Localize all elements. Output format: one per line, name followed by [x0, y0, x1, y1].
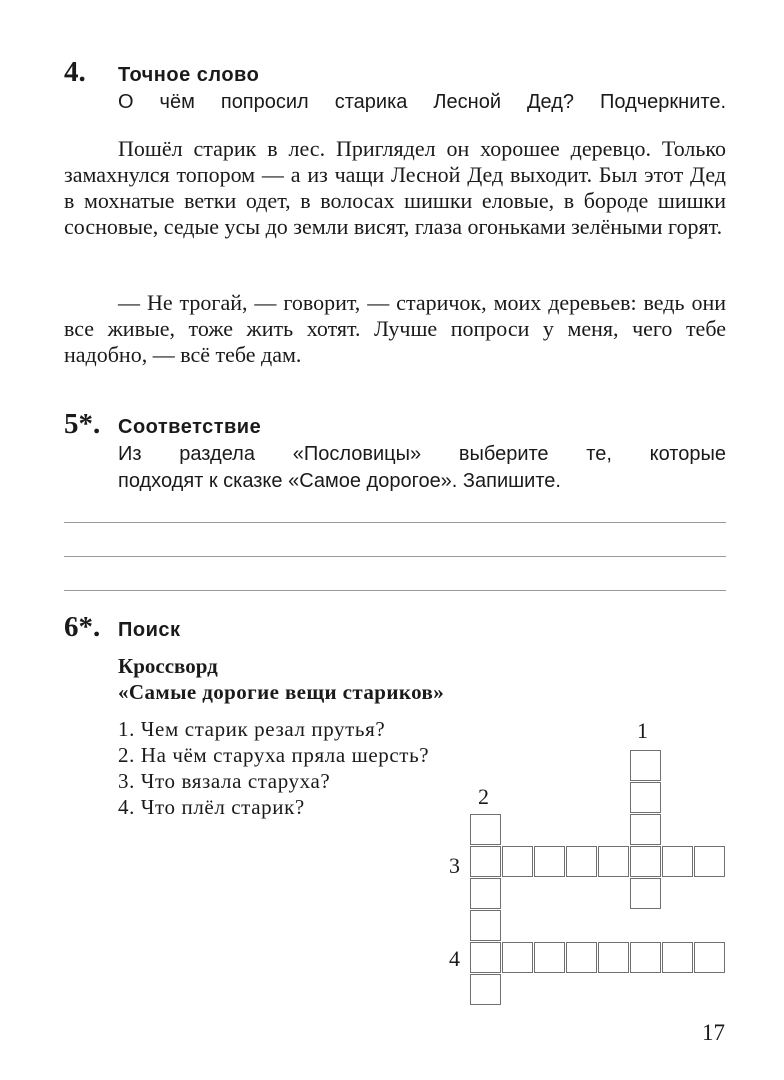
story-paragraph-1: Пошёл старик в лес. Приглядел он хорошее деревцо. Только замахнулся топором — а из чащи Лесной Дед выходит. Был этот Дед в мохнатые ветки одет, в волосах шишки еловые, в бороде шишки сосновые, седые усы до земли висят, глаза огоньками зелёными горят.	[64, 136, 726, 239]
crossword-word-3-cell[interactable]	[694, 846, 725, 877]
crossword-word-4-cell[interactable]	[598, 942, 629, 973]
crossword-word-4-cell[interactable]	[566, 942, 597, 973]
crossword-word-1-cell[interactable]	[630, 814, 661, 845]
crossword-question-1: 1. Чем старик резал прутья?	[118, 717, 386, 741]
crossword-question-4: 4. Что плёл старик?	[118, 795, 305, 819]
crossword-clue-number-3: 3	[449, 853, 460, 878]
crossword-subtitle: «Самые дорогие вещи стариков»	[118, 680, 445, 704]
task-5-title: Соответствие	[118, 416, 262, 438]
task-4-number: 4.	[64, 56, 86, 88]
crossword-word-4-cell[interactable]	[630, 942, 661, 973]
crossword-word-2-cell[interactable]	[470, 846, 501, 877]
crossword-question-3: 3. Что вязала старуха?	[118, 769, 331, 793]
crossword-heading: Кроссворд	[118, 654, 218, 678]
crossword-word-2-cell[interactable]	[470, 974, 501, 1005]
answer-line-1[interactable]	[64, 522, 726, 523]
task-5-instruction-line-2: подходят к сказке «Самое дорогое». Запишите.	[118, 470, 561, 492]
task-4-instruction: О чём попросил старика Лесной Дед? Подчеркните.	[118, 91, 726, 113]
crossword-clue-number-4: 4	[449, 946, 460, 971]
crossword-word-3-cell[interactable]	[502, 846, 533, 877]
page-number: 17	[702, 1020, 725, 1045]
task-6-number: 6*.	[64, 611, 101, 643]
crossword-word-1-cell[interactable]	[630, 750, 661, 781]
crossword-word-3-cell[interactable]	[566, 846, 597, 877]
answer-line-2[interactable]	[64, 556, 726, 557]
crossword-word-3-cell[interactable]	[662, 846, 693, 877]
crossword-word-2-cell[interactable]	[470, 814, 501, 845]
crossword-word-3-cell[interactable]	[534, 846, 565, 877]
crossword-question-2: 2. На чём старуха пряла шерсть?	[118, 743, 430, 767]
story-paragraph-2: — Не трогай, — говорит, — старичок, моих деревьев: ведь они все живые, тоже жить хотят. Лучше попроси у меня, чего тебе надобно, — всё тебе дам.	[64, 290, 726, 367]
task-5-number: 5*.	[64, 408, 101, 440]
crossword-word-4-cell[interactable]	[534, 942, 565, 973]
crossword-word-4-cell[interactable]	[694, 942, 725, 973]
crossword-word-4-cell[interactable]	[662, 942, 693, 973]
task-4-title: Точное слово	[118, 64, 260, 86]
crossword-word-4-cell[interactable]	[502, 942, 533, 973]
crossword-word-1-cell[interactable]	[630, 878, 661, 909]
crossword-clue-number-1: 1	[637, 718, 648, 743]
crossword-word-2-cell[interactable]	[470, 878, 501, 909]
task-6-title: Поиск	[118, 619, 181, 641]
crossword-word-3-cell[interactable]	[598, 846, 629, 877]
crossword-clue-number-2: 2	[478, 784, 489, 809]
crossword-word-1-cell[interactable]	[630, 846, 661, 877]
crossword-word-2-cell[interactable]	[470, 942, 501, 973]
crossword-word-1-cell[interactable]	[630, 782, 661, 813]
answer-line-3[interactable]	[64, 590, 726, 591]
task-5-instruction-line-1: Из раздела «Пословицы» выберите те, которые	[118, 443, 726, 465]
crossword-word-2-cell[interactable]	[470, 910, 501, 941]
